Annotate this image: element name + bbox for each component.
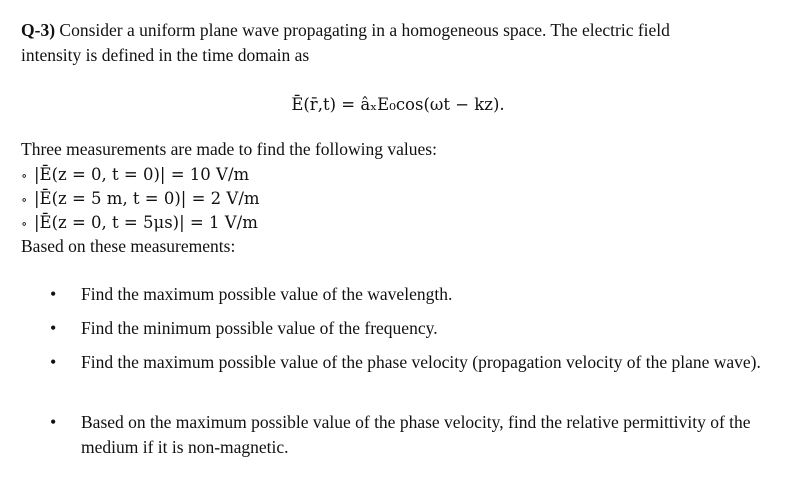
based-on-text: Based on these measurements:	[21, 236, 236, 256]
field-equation-text: Ē(r̄,t) = âₓE₀cos(ωt − kz).	[291, 95, 505, 114]
measurements-intro: Three measurements are made to find the following values:	[21, 139, 437, 159]
measurement-item	[21, 186, 260, 212]
measurement-marker: ∘	[21, 192, 28, 207]
task-text: Find the minimum possible value of the frequency.	[81, 318, 438, 338]
measurement-marker: ∘	[21, 216, 28, 231]
question-label: Q-3)	[21, 20, 56, 40]
bullet-marker: •	[50, 412, 57, 432]
field-equation	[0, 91, 796, 118]
measurement-item	[21, 162, 249, 188]
question-intro-line1: Consider a uniform plane wave propagating in a homogeneous space. The electric field	[55, 20, 670, 40]
bullet-marker: •	[50, 352, 57, 372]
task-text: Find the maximum possible value of the wavelength.	[81, 284, 453, 304]
task-text: Find the maximum possible value of the phase velocity (propagation velocity of the plane wave).	[81, 352, 761, 372]
bullet-marker: •	[50, 318, 57, 338]
measurement-text: |Ē(z = 0, t = 0)| = 10 V/m	[34, 165, 250, 184]
measurement-text: |Ē(z = 0, t = 5μs)| = 1 V/m	[34, 213, 258, 232]
bullet-marker: •	[50, 284, 57, 304]
measurement-text: |Ē(z = 5 m, t = 0)| = 2 V/m	[34, 189, 260, 208]
task-text: Based on the maximum possible value of the phase velocity, find the relative permittivity of the medium if it is non-magnetic.	[81, 412, 751, 457]
measurement-item	[21, 210, 258, 236]
measurement-marker: ∘	[21, 168, 28, 183]
question-intro	[21, 18, 781, 68]
question-intro-line2: intensity is defined in the time domain as	[21, 45, 310, 65]
